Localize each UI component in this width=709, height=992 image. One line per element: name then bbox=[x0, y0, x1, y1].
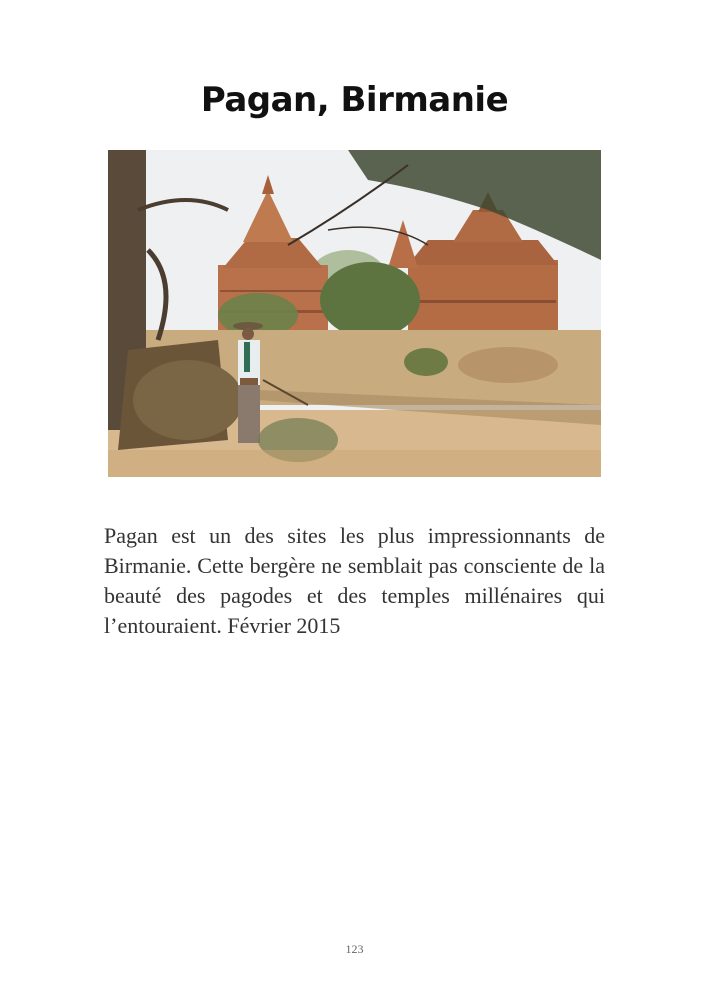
page-title: Pagan, Birmanie bbox=[200, 80, 509, 120]
central-bush bbox=[320, 262, 420, 338]
page-number: 123 bbox=[345, 942, 364, 956]
road-foreground bbox=[108, 450, 601, 477]
photo-caption: Pagan est un des sites les plus impressionnants de Birmanie. Cette bergère ne semblait pas consciente de la beauté des pagodes et des temples millénaires qui l’entouraient. Février 2015 bbox=[104, 523, 605, 638]
green-shrub bbox=[404, 348, 448, 376]
photo-illustration bbox=[108, 150, 601, 477]
photo-pagan-temples bbox=[108, 150, 601, 477]
dry-shrub bbox=[458, 347, 558, 383]
